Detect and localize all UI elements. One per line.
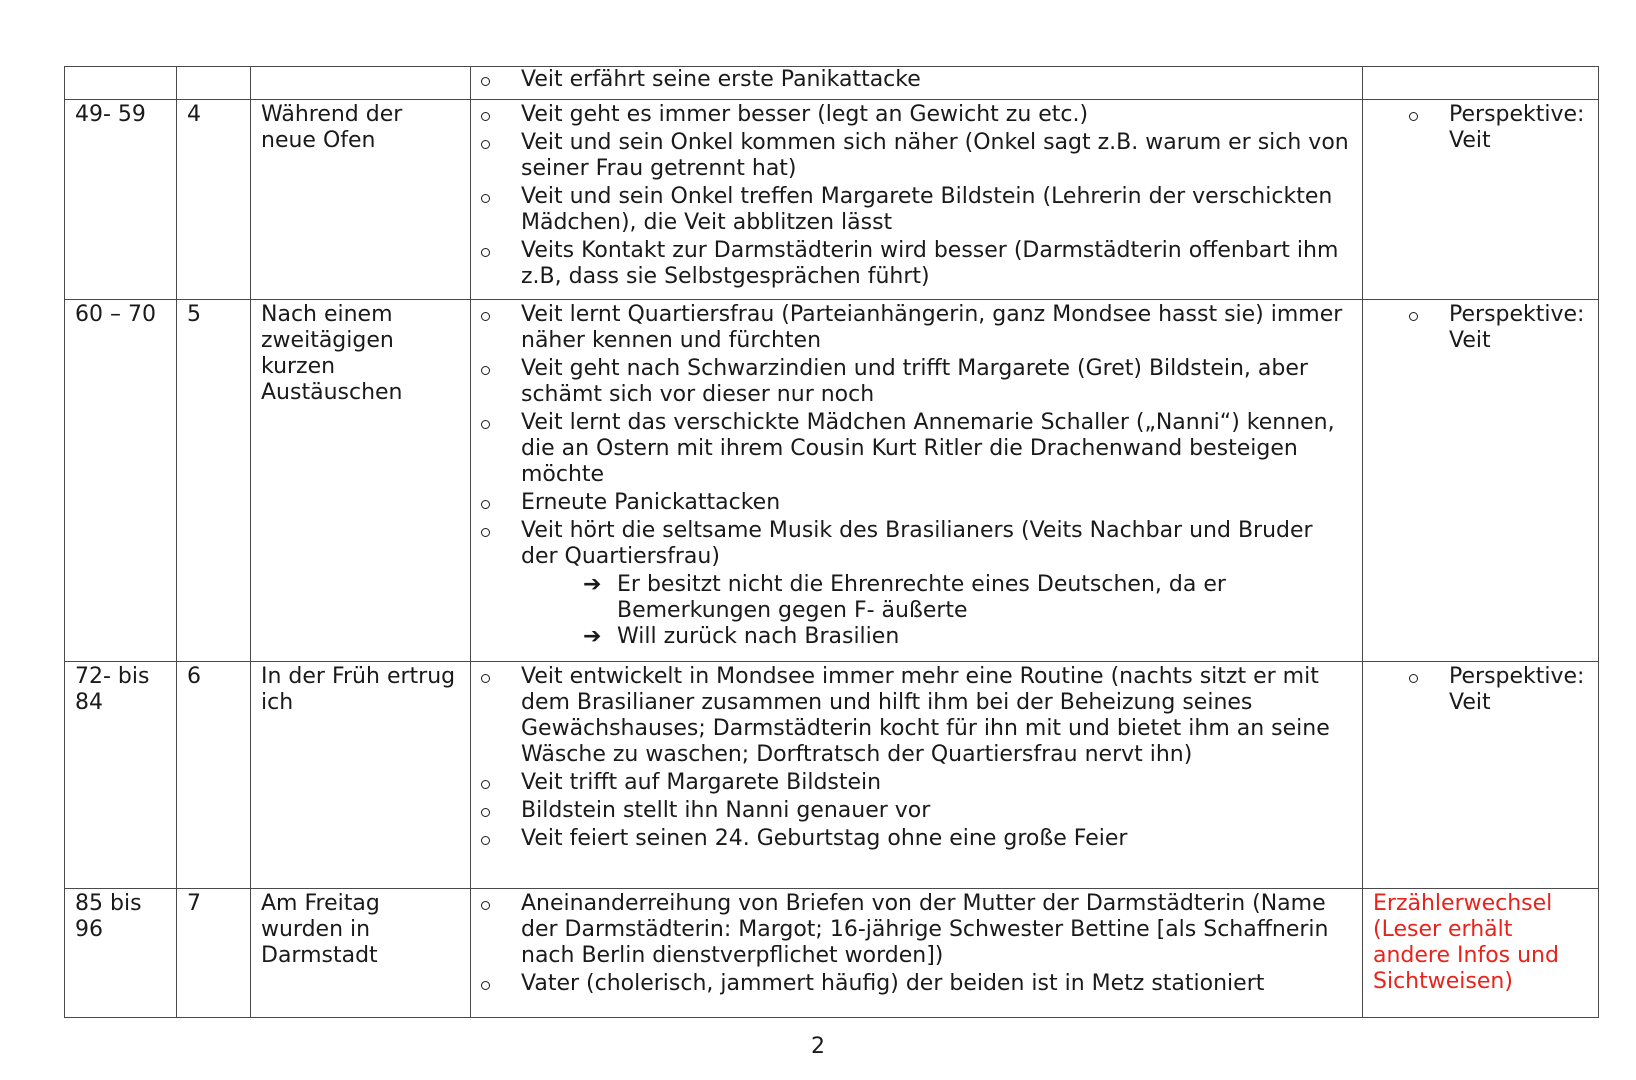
list-item: Veits Kontakt zur Darmstädterin wird besser (Darmstädterin offenbart ihm z.B, dass sie Selbstgesprächen führt) (481, 238, 1352, 290)
table-row (65, 67, 1599, 100)
circle-bullet-icon (481, 248, 490, 257)
start-cell: In der Früh ertrug ich (251, 662, 471, 889)
table-row (65, 889, 1599, 1018)
notes-cell (1363, 100, 1599, 300)
list-item: Bildstein stellt ihn Nanni genauer vor (481, 798, 1352, 824)
list-item: Veit geht nach Schwarzindien und trifft Margarete (Gret) Bildstein, aber schämt sich vor dieser nur noch (481, 356, 1352, 408)
circle-bullet-icon (481, 194, 490, 203)
circle-bullet-icon (481, 528, 490, 537)
pages-cell: 49- 59 (65, 100, 177, 300)
chapter-cell: 7 (177, 889, 251, 1018)
list-item: Veit und sein Onkel kommen sich näher (Onkel sagt z.B. warum er sich von seiner Frau getrennt hat) (481, 130, 1352, 182)
circle-bullet-icon (481, 140, 490, 149)
list-item: Veit entwickelt in Mondsee immer mehr eine Routine (nachts sitzt er mit dem Brasilianer zusammen und hilft ihm bei der Beheizung seines Gewächshauses; Darmstädterin kocht für ihn mit und bietet ihm an seine Wäsche zu waschen; Dorftratsch der Quartiersfrau nervt ihn) (481, 664, 1352, 768)
sub-list-item: ➔ Will zurück nach Brasilien (583, 624, 900, 649)
start-cell (251, 67, 471, 100)
table-row (65, 300, 1599, 662)
chapter-cell (177, 67, 251, 100)
list-item: Erneute Panickattacken (481, 490, 1352, 516)
pages-cell: 72- bis 84 (65, 662, 177, 889)
list-item: Veit lernt das verschickte Mädchen Annemarie Schaller („Nanni“) kennen, die an Ostern mit ihrem Cousin Kurt Ritler die Drachenwand besteigen möchte (481, 410, 1352, 488)
circle-bullet-icon (481, 780, 490, 789)
content-list (481, 67, 1352, 93)
right-arrow-icon: ➔ (583, 572, 602, 597)
content-cell (471, 67, 1363, 100)
circle-bullet-icon (1409, 312, 1418, 321)
notes-cell (1363, 662, 1599, 889)
list-item: Perspektive: Veit (1409, 302, 1588, 354)
circle-bullet-icon (1409, 112, 1418, 121)
notes-list (1373, 302, 1588, 354)
content-list (481, 302, 1352, 570)
list-item: Aneinanderreihung von Briefen von der Mutter der Darmstädterin (Name der Darmstädterin: Margot; 16-jährige Schwester Bettine [als Schaffnerin nach Berlin dienstverpflichet worden]) (481, 891, 1352, 969)
content-list (481, 664, 1352, 852)
list-item: Vater (cholerisch, jammert häufig) der beiden ist in Metz stationiert (481, 971, 1352, 997)
start-cell: Am Freitag wurden in Darmstadt (251, 889, 471, 1018)
list-item: Veit hört die seltsame Musik des Brasilianers (Veits Nachbar und Bruder der Quartiersfrau) (481, 518, 1352, 570)
list-item: Veit geht es immer besser (legt an Gewicht zu etc.) (481, 102, 1352, 128)
circle-bullet-icon (481, 808, 490, 817)
pages-cell: 60 – 70 (65, 300, 177, 662)
content-cell (471, 662, 1363, 889)
table-row (65, 100, 1599, 300)
circle-bullet-icon (481, 366, 490, 375)
notes-cell (1363, 67, 1599, 100)
start-cell: Nach einem zweitägigen kurzen Austäuschen (251, 300, 471, 662)
circle-bullet-icon (481, 420, 490, 429)
sub-list-item: ➔ Er besitzt nicht die Ehrenrechte eines Deutschen, da er Bemerkungen gegen F- äußerte (583, 572, 1226, 623)
circle-bullet-icon (481, 77, 490, 86)
content-cell (471, 300, 1363, 662)
content-list (481, 102, 1352, 290)
list-item: Veit lernt Quartiersfrau (Parteianhängerin, ganz Mondsee hasst sie) immer näher kennen und fürchten (481, 302, 1352, 354)
notes-cell-highlight: Erzählerwechsel (Leser erhält andere Infos und Sichtweisen) (1363, 889, 1599, 1018)
notes-list (1373, 102, 1588, 154)
pages-cell: 85 bis 96 (65, 889, 177, 1018)
chapter-cell: 6 (177, 662, 251, 889)
list-item: Perspektive: Veit (1409, 102, 1588, 154)
start-cell: Während der neue Ofen (251, 100, 471, 300)
list-item: Veit und sein Onkel treffen Margarete Bildstein (Lehrerin der verschickten Mädchen), die Veit abblitzen lässt (481, 184, 1352, 236)
circle-bullet-icon (481, 981, 490, 990)
circle-bullet-icon (481, 112, 490, 121)
circle-bullet-icon (481, 836, 490, 845)
list-item: Veit trifft auf Margarete Bildstein (481, 770, 1352, 796)
chapter-summary-table (64, 66, 1599, 1018)
content-cell (471, 889, 1363, 1018)
content-cell (471, 100, 1363, 300)
table-row (65, 662, 1599, 889)
notes-cell (1363, 300, 1599, 662)
list-item: Perspektive: Veit (1409, 664, 1588, 716)
notes-list (1373, 664, 1588, 716)
chapter-cell: 5 (177, 300, 251, 662)
page-number: 2 (811, 1034, 825, 1059)
circle-bullet-icon (1409, 674, 1418, 683)
list-item: Veit erfährt seine erste Panikattacke (481, 67, 1352, 93)
circle-bullet-icon (481, 312, 490, 321)
content-list (481, 891, 1352, 997)
sub-list (481, 572, 1352, 650)
chapter-cell: 4 (177, 100, 251, 300)
circle-bullet-icon (481, 901, 490, 910)
circle-bullet-icon (481, 674, 490, 683)
list-item: Veit feiert seinen 24. Geburtstag ohne eine große Feier (481, 826, 1352, 852)
pages-cell (65, 67, 177, 100)
circle-bullet-icon (481, 500, 490, 509)
right-arrow-icon: ➔ (583, 624, 602, 649)
